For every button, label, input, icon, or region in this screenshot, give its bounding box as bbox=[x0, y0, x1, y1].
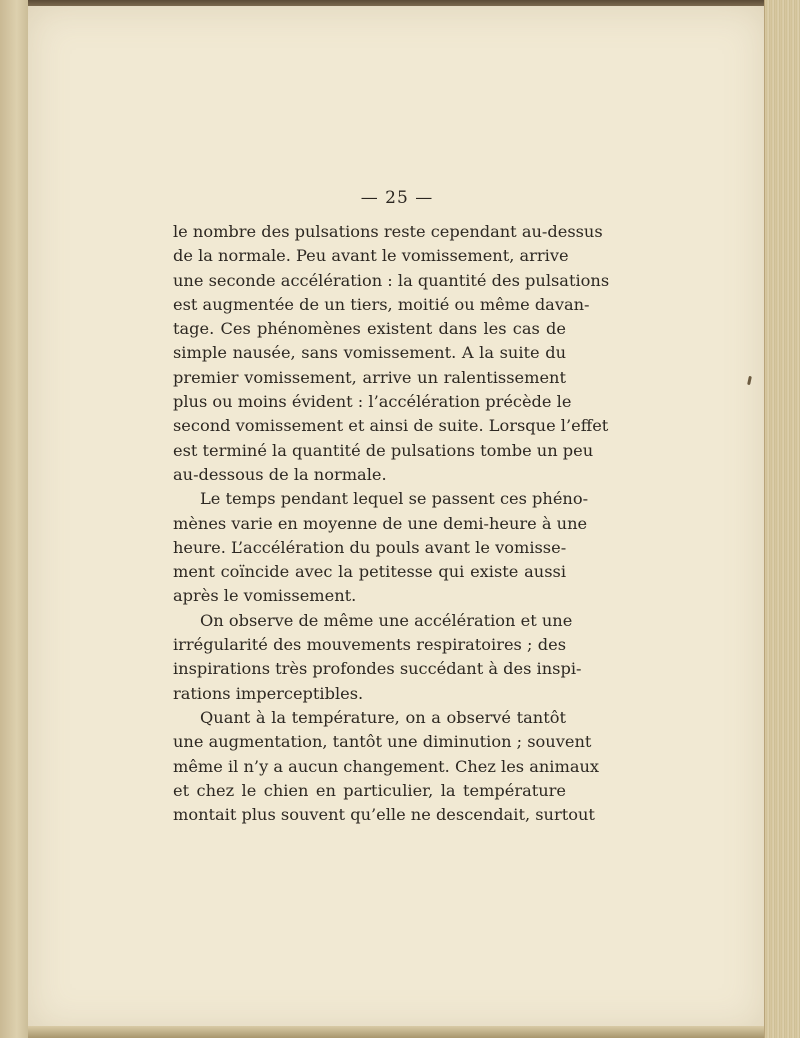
text-line: une seconde accélération : la quantité des pulsations bbox=[173, 270, 610, 290]
book-fore-edge bbox=[764, 0, 800, 1038]
text-line: montait plus souvent qu’elle ne descendait, surtout bbox=[173, 805, 595, 825]
text-line: mènes varie en moyenne de une demi-heure à une bbox=[173, 513, 588, 533]
text-line: On observe de même une accélération et une bbox=[200, 610, 573, 630]
text-line: une augmentation, tantôt une diminution ; souvent bbox=[173, 732, 592, 752]
text-line: tage. Ces phénomènes existent dans les cas de bbox=[173, 319, 566, 339]
text-line: de la normale. Peu avant le vomissement, arrive bbox=[173, 246, 569, 266]
text-line: irrégularité des mouvements respiratoires ; des bbox=[173, 635, 566, 655]
text-line: ment coïncide avec la petitesse qui existe aussi bbox=[173, 562, 566, 582]
text-line: second vomissement et ainsi de suite. Lorsque l’effet bbox=[173, 416, 609, 436]
text-line: est terminé la quantité de pulsations tombe un peu bbox=[173, 440, 594, 460]
text-line: heure. L’accélération du pouls avant le vomisse- bbox=[173, 537, 567, 557]
text-line: premier vomissement, arrive un ralentissement bbox=[173, 367, 566, 387]
text-line: est augmentée de un tiers, moitié ou même davan- bbox=[173, 294, 590, 314]
text-line: au-dessous de la normale. bbox=[173, 464, 387, 484]
text-line: Le temps pendant lequel se passent ces phéno- bbox=[200, 489, 589, 509]
text-line: plus ou moins évident : l’accélération précède le bbox=[173, 392, 572, 412]
text-line: inspirations très profondes succédant à des inspi- bbox=[173, 659, 582, 679]
text-line: simple nausée, sans vomissement. A la suite du bbox=[173, 343, 566, 363]
text-line: rations imperceptibles. bbox=[173, 683, 364, 703]
book-bottom-edge bbox=[28, 1026, 766, 1038]
text-line: après le vomissement. bbox=[173, 586, 357, 606]
text-line: Quant à la température, on a observé tantôt bbox=[200, 707, 566, 727]
text-line: et chez le chien en particulier, la température bbox=[173, 780, 566, 800]
book-page bbox=[28, 6, 766, 1032]
text-line: le nombre des pulsations reste cependant au-dessus bbox=[173, 222, 603, 241]
text-line: même il n’y a aucun changement. Chez les animaux bbox=[173, 756, 600, 776]
book-left-edge bbox=[0, 0, 28, 1038]
body-text bbox=[173, 220, 610, 827]
page-number: — 25 — bbox=[360, 188, 434, 208]
